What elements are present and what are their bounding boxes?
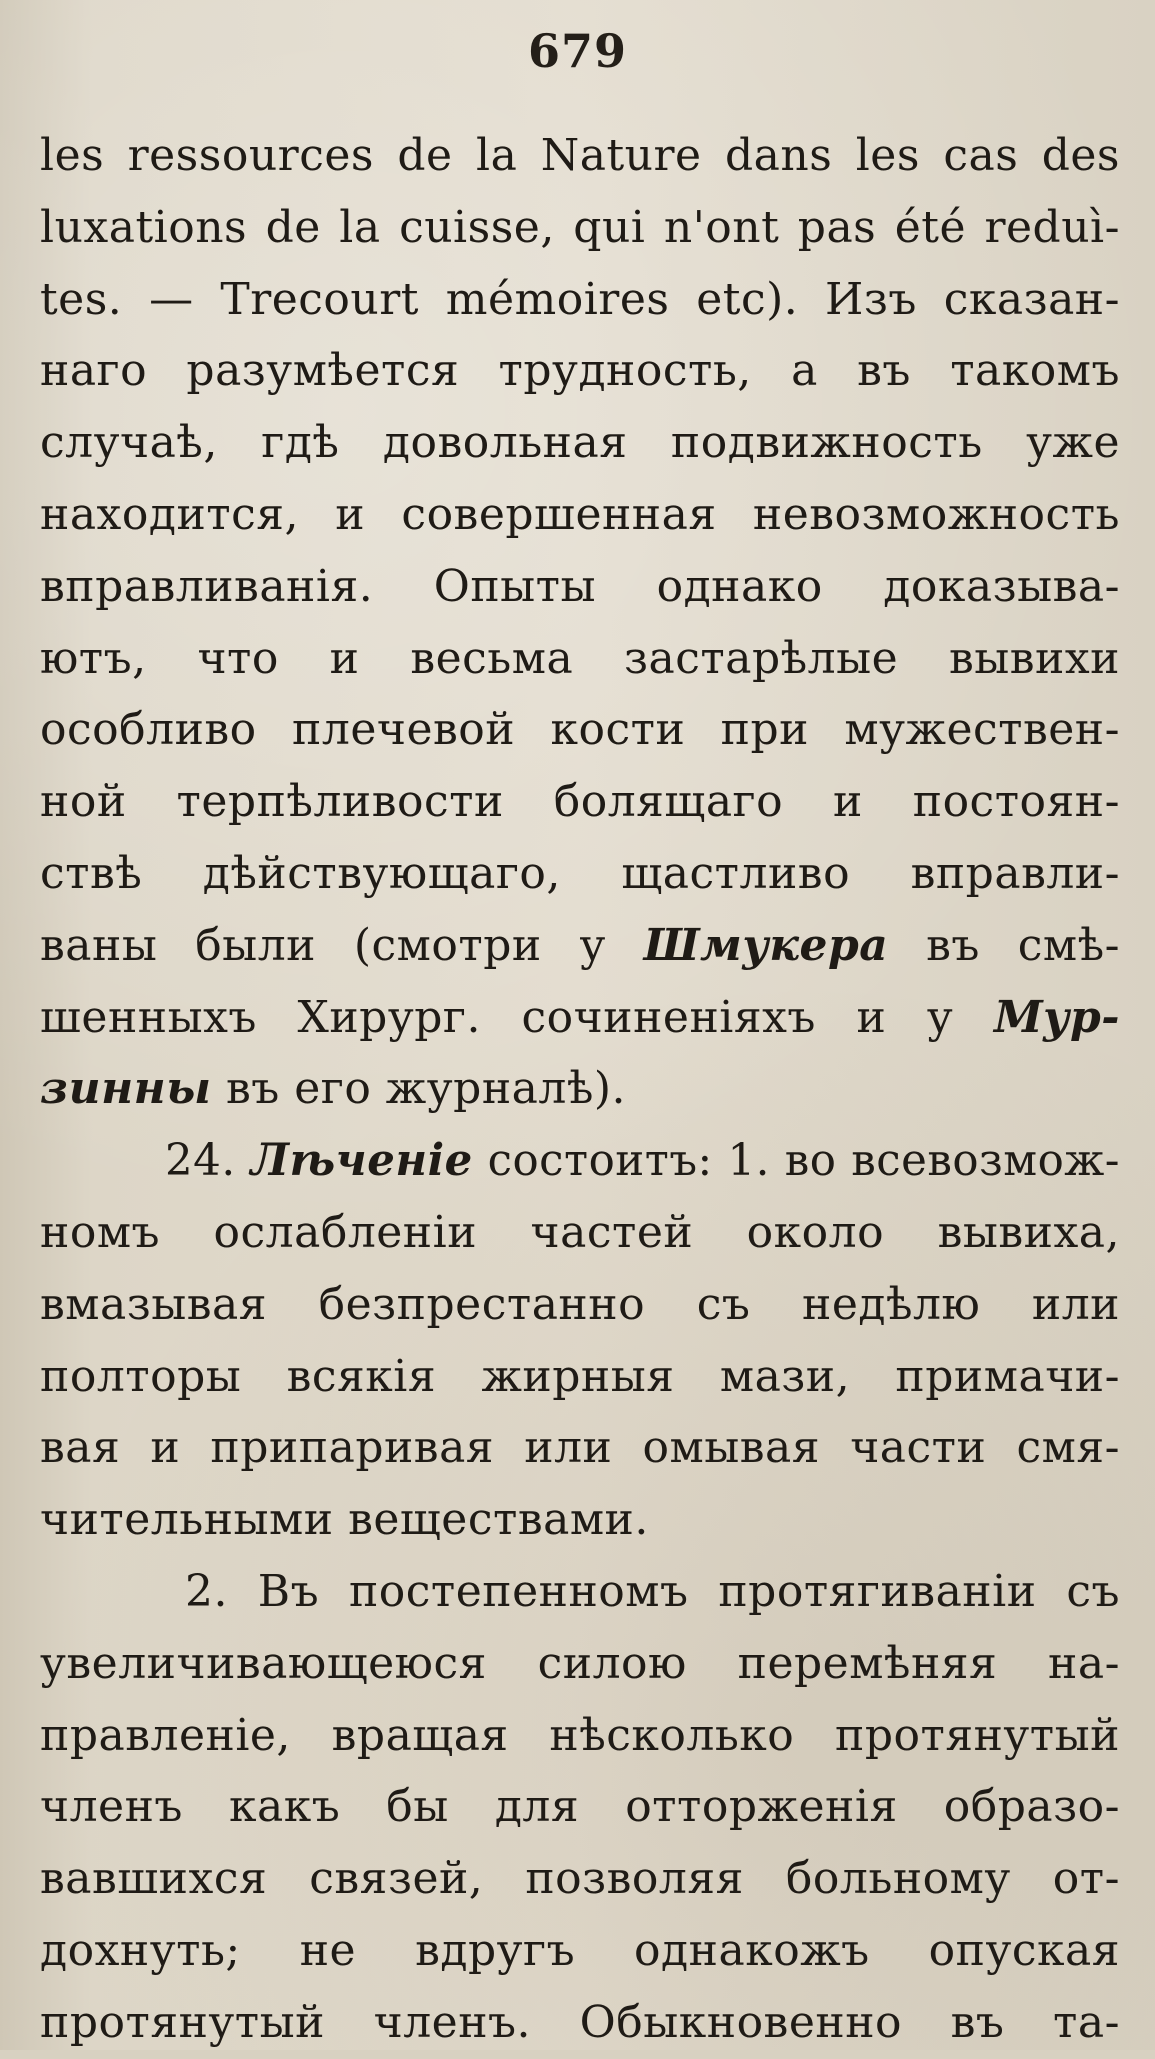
line-segment: въ его журналѣ). <box>211 1063 627 1115</box>
text-line <box>40 1125 1120 1197</box>
text-line <box>40 479 1120 551</box>
line-text: чительными веществами. <box>40 1494 649 1546</box>
text-line <box>40 1556 1120 1628</box>
text-line <box>40 551 1120 623</box>
line-text: ствѣ дѣйствующаго, щастливо вправли- <box>40 847 1120 899</box>
line-text: вая и припаривая или омывая части смя- <box>40 1422 1120 1474</box>
line-text: luxations de la cuisse, qui n'ont pas été reduì- <box>40 201 1120 253</box>
text-line <box>40 1771 1120 1843</box>
line-text: les ressources de la Nature dans les cas des <box>40 130 1120 181</box>
line-segment: состоитъ: 1. во всевозмож- <box>472 1136 1120 1187</box>
line-text: номъ ослабленіи частей около вывиха, <box>40 1206 1120 1258</box>
text-line <box>40 910 1120 982</box>
text-line <box>40 264 1120 336</box>
line-text: tes. — Trecourt mémoires etc). Изъ сказан- <box>40 273 1120 325</box>
line-text: вмазывая безпрестанно съ недѣлю или <box>40 1278 1120 1330</box>
line-text: ной терпѣливости болящаго и постоян- <box>40 776 1120 828</box>
text-line <box>40 1484 1120 1556</box>
text-line <box>40 1628 1120 1700</box>
text-line <box>40 838 1120 910</box>
text-line <box>40 1341 1120 1413</box>
text-line <box>40 1269 1120 1341</box>
line-text: 2. Въ постепенномъ протягиваніи съ <box>185 1565 1120 1617</box>
line-text: дохнуть; не вдругъ однакожъ опуская <box>40 1924 1120 1976</box>
line-text: находится, и совершенная невозможность <box>40 488 1120 540</box>
text-line <box>40 1987 1120 2059</box>
text-line <box>40 694 1120 766</box>
text-line <box>40 766 1120 838</box>
line-text: особливо плечевой кости при мужествен- <box>40 704 1120 756</box>
page-number: 679 <box>527 24 628 78</box>
line-text: наго разумѣется трудность, а въ такомъ <box>40 345 1120 397</box>
italic-text: Мур- <box>993 991 1120 1043</box>
line-text: увеличивающеюся силою перемѣняя на- <box>40 1637 1120 1689</box>
line-text: протянутый членъ. Обыкновенно въ та- <box>40 1996 1120 2048</box>
text-line <box>40 1412 1120 1484</box>
line-text: ютъ, что и весьма застарѣлые вывихи <box>40 632 1120 684</box>
line-text: правленіе, вращая нѣсколько протянутый <box>40 1709 1120 1761</box>
text-line <box>40 1915 1120 1987</box>
text-line <box>40 1197 1120 1269</box>
text-line <box>40 1700 1120 1772</box>
line-text: случаѣ, гдѣ довольная подвижность уже <box>40 417 1120 469</box>
italic-text: зинны <box>40 1063 212 1115</box>
text-line <box>40 192 1120 264</box>
text-line <box>40 1053 1120 1125</box>
line-text: членъ какъ бы для отторженія образо- <box>40 1781 1120 1833</box>
line-segment: шенныхъ Хирург. сочиненіяхъ и у <box>40 991 994 1043</box>
text-line <box>40 1843 1120 1915</box>
line-segment: въ смѣ- <box>888 919 1120 971</box>
italic-text: Лѣченіе <box>250 1135 473 1187</box>
text-line <box>40 623 1120 695</box>
line-segment: 24. <box>165 1136 251 1187</box>
line-segment: ваны были (смотри у <box>40 919 644 971</box>
text-line <box>40 335 1120 407</box>
body-text <box>40 120 1120 2059</box>
text-line <box>40 407 1120 479</box>
line-text: вавшихся связей, позволяя больному от- <box>40 1853 1120 1905</box>
text-line <box>40 982 1120 1054</box>
line-text: вправливанія. Опыты однако доказыва- <box>40 560 1120 612</box>
italic-text: Шмукера <box>643 919 889 971</box>
text-line <box>40 120 1120 192</box>
line-text: полторы всякія жирныя мази, примачи- <box>40 1350 1120 1402</box>
